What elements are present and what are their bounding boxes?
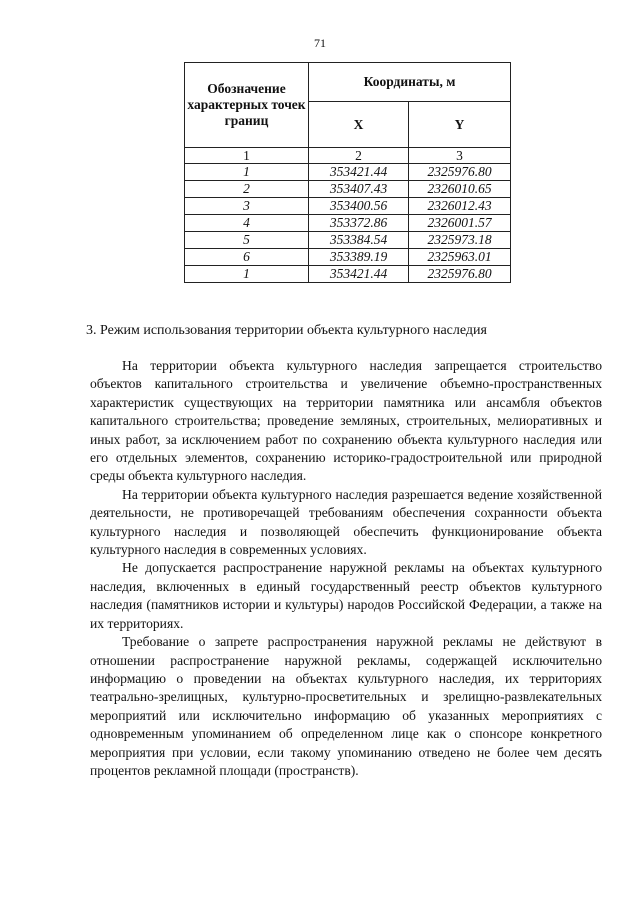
paragraph: Требование о запрете распространения наружной рекламы не действуют в отношении распространение наружной рекламы, содержащей исключительно информацию о проведении на объектах культурного наследия, их территориях театрально-зрелищных, культурно-просветительных и зрелищно-развлекательных мероприятий или исключительно информацию об указанных мероприятиях с одновременным упоминанием об определенном лице как о спонсоре конкретного мероприятия при условии, если такому упоминанию отведено не более чем десять процентов рекламной площади (пространств). <box>90 634 602 778</box>
point-cell: 4 <box>185 215 309 232</box>
paragraph: На территории объекта культурного наследия разрешается ведение хозяйственной деятельности, не противоречащей требованиям обеспечения сохранности объекта культурного наследия и позволяющей обеспечить функционирование объекта культурного наследия в современных условиях. <box>90 486 602 558</box>
table-row <box>185 198 511 215</box>
column-number: 1 <box>185 148 309 164</box>
table-row <box>185 249 511 266</box>
paragraph: Не допускается распространение наружной рекламы на объектах культурного наследия, включенных в единый государственный реестр объектов культурного наследия (памятников истории и культуры) народов Российской Федерации, а также на их территориях. <box>90 560 602 631</box>
column-number: 3 <box>409 148 511 164</box>
column-number: 2 <box>309 148 409 164</box>
header-coordinates: Координаты, м <box>309 63 511 102</box>
table-row <box>185 232 511 249</box>
point-cell: 6 <box>185 249 309 266</box>
x-cell: 353421.44 <box>309 164 409 181</box>
x-cell: 353421.44 <box>309 266 409 283</box>
table-row <box>185 164 511 181</box>
y-cell: 2325976.80 <box>409 266 511 283</box>
body-text <box>90 357 602 780</box>
column-number-row <box>185 148 511 164</box>
y-cell: 2325976.80 <box>409 164 511 181</box>
table-row <box>185 181 511 198</box>
table-row <box>185 266 511 283</box>
x-cell: 353384.54 <box>309 232 409 249</box>
paragraph: На территории объекта культурного наследия запрещается строительство объектов капитального строительства и увеличение объемно-пространственных характеристик существующих на территории памятника или ансамбля объектов капитального строительства; проведение земляных, строительных, мелиоративных и иных работ, за исключением работ по сохранению объекта культурного наследия или его отдельных элементов, сохранению историко-градостроительной или природной среды объекта культурного наследия. <box>90 358 602 484</box>
point-cell: 1 <box>185 164 309 181</box>
page-number: 71 <box>314 36 326 50</box>
x-cell: 353400.56 <box>309 198 409 215</box>
header-x: X <box>309 102 409 148</box>
header-points: Обозначение характерных точек границ <box>185 63 309 148</box>
coordinates-table <box>184 62 511 283</box>
y-cell: 2325973.18 <box>409 232 511 249</box>
point-cell: 2 <box>185 181 309 198</box>
x-cell: 353389.19 <box>309 249 409 266</box>
y-cell: 2326012.43 <box>409 198 511 215</box>
header-y: Y <box>409 102 511 148</box>
section-heading: 3. Режим использования территории объекта культурного наследия <box>86 323 487 338</box>
point-cell: 1 <box>185 266 309 283</box>
table-row <box>185 215 511 232</box>
y-cell: 2325963.01 <box>409 249 511 266</box>
y-cell: 2326001.57 <box>409 215 511 232</box>
x-cell: 353372.86 <box>309 215 409 232</box>
x-cell: 353407.43 <box>309 181 409 198</box>
point-cell: 3 <box>185 198 309 215</box>
point-cell: 5 <box>185 232 309 249</box>
y-cell: 2326010.65 <box>409 181 511 198</box>
